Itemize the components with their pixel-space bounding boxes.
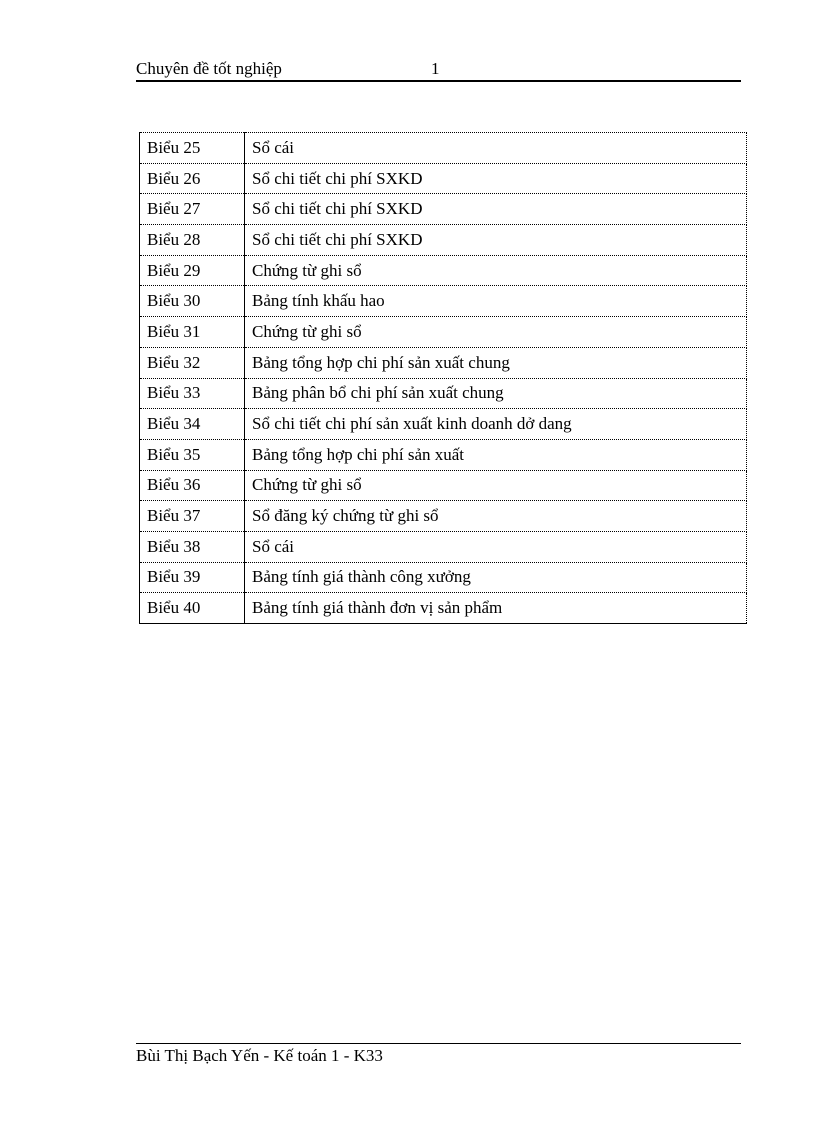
appendix-title-cell: Bảng tính giá thành đơn vị sản phẩm <box>245 593 747 624</box>
page-footer <box>136 1043 741 1065</box>
table-row <box>140 194 747 225</box>
appendix-title-cell: Sổ cái <box>245 531 747 562</box>
page-header <box>136 58 741 82</box>
table-row <box>140 470 747 501</box>
table-row <box>140 531 747 562</box>
page-number: 1 <box>431 59 440 78</box>
footer-author: Bùi Thị Bạch Yến - Kế toán 1 - K33 <box>136 1046 383 1065</box>
appendix-number-cell: Biểu 39 <box>140 562 245 593</box>
appendix-title-cell: Sổ chi tiết chi phí sản xuất kinh doanh dở dang <box>245 409 747 440</box>
appendix-title-cell: Bảng tính giá thành công xưởng <box>245 562 747 593</box>
appendix-title-cell: Sổ chi tiết chi phí SXKD <box>245 163 747 194</box>
table-row <box>140 501 747 532</box>
table-row <box>140 562 747 593</box>
appendix-title-cell: Bảng tổng hợp chi phí sản xuất <box>245 439 747 470</box>
table-row <box>140 439 747 470</box>
appendix-number-cell: Biểu 28 <box>140 225 245 256</box>
appendix-table <box>139 132 747 624</box>
table-row <box>140 255 747 286</box>
table-row <box>140 225 747 256</box>
appendix-title-cell: Chứng từ ghi sổ <box>245 470 747 501</box>
appendix-number-cell: Biểu 32 <box>140 347 245 378</box>
appendix-title-cell: Sổ đăng ký chứng từ ghi sổ <box>245 501 747 532</box>
appendix-number-cell: Biểu 37 <box>140 501 245 532</box>
appendix-number-cell: Biểu 40 <box>140 593 245 624</box>
appendix-title-cell: Sổ chi tiết chi phí SXKD <box>245 225 747 256</box>
table-row <box>140 286 747 317</box>
appendix-title-cell: Bảng tính khấu hao <box>245 286 747 317</box>
appendix-number-cell: Biểu 31 <box>140 317 245 348</box>
table-row <box>140 347 747 378</box>
appendix-number-cell: Biểu 25 <box>140 133 245 164</box>
appendix-title-cell: Sổ cái <box>245 133 747 164</box>
appendix-title-cell: Sổ chi tiết chi phí SXKD <box>245 194 747 225</box>
appendix-number-cell: Biểu 33 <box>140 378 245 409</box>
appendix-title-cell: Bảng phân bổ chi phí sản xuất chung <box>245 378 747 409</box>
appendix-title-cell: Bảng tổng hợp chi phí sản xuất chung <box>245 347 747 378</box>
table-row <box>140 133 747 164</box>
appendix-number-cell: Biểu 27 <box>140 194 245 225</box>
table-row <box>140 378 747 409</box>
appendix-number-cell: Biểu 29 <box>140 255 245 286</box>
appendix-number-cell: Biểu 38 <box>140 531 245 562</box>
table-row <box>140 593 747 624</box>
appendix-title-cell: Chứng từ ghi sổ <box>245 255 747 286</box>
table-row <box>140 317 747 348</box>
appendix-number-cell: Biểu 30 <box>140 286 245 317</box>
table-row <box>140 163 747 194</box>
appendix-number-cell: Biểu 36 <box>140 470 245 501</box>
header-title: Chuyên đề tốt nghiệp <box>136 59 282 78</box>
appendix-title-cell: Chứng từ ghi sổ <box>245 317 747 348</box>
appendix-number-cell: Biểu 34 <box>140 409 245 440</box>
appendix-number-cell: Biểu 26 <box>140 163 245 194</box>
appendix-number-cell: Biểu 35 <box>140 439 245 470</box>
table-row <box>140 409 747 440</box>
appendix-table-body <box>140 133 747 624</box>
